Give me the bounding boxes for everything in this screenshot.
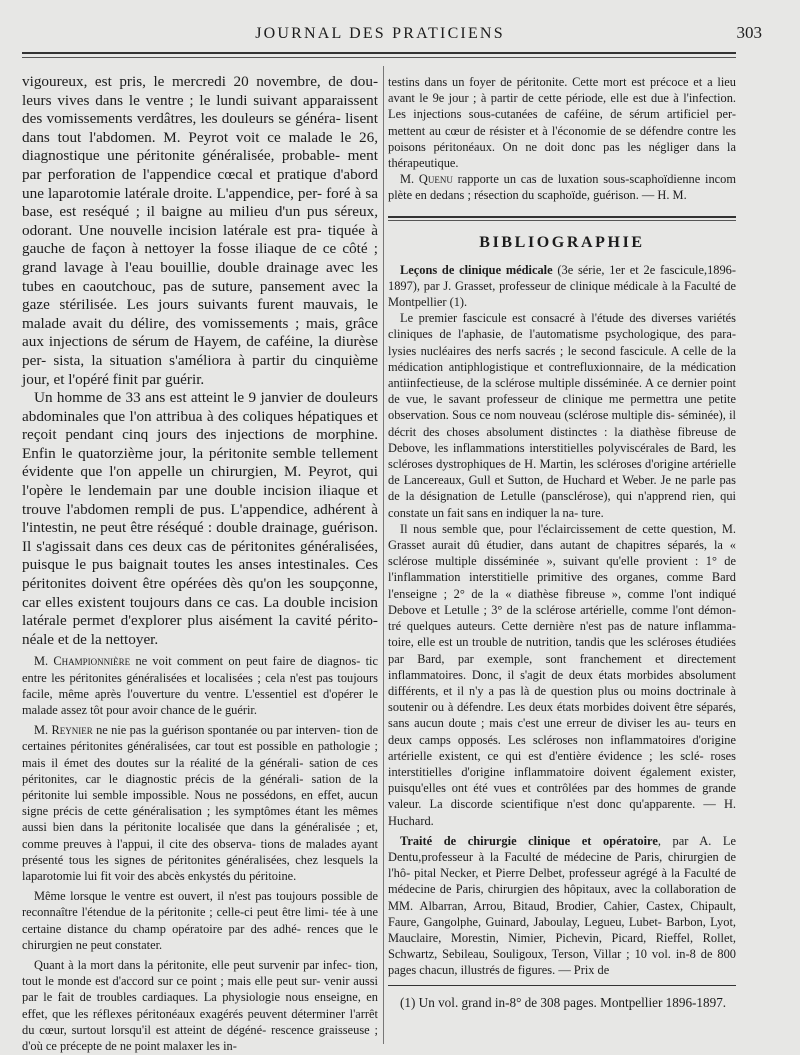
book-title: Leçons de clinique médicale xyxy=(400,262,553,277)
footnote-rule xyxy=(388,985,736,986)
case-report-2: Un homme de 33 ans est atteint le 9 janvier de douleurs abdominales que l'on attribua à des coliques hépatiques et reçoit pendant cinq jours des injections de morphine. Enfin le quatorzième jour, la péritonite semble tellement évidente que l'on appelle un chirurgien, M. Peyrot, qui l'opère le lendemain par une double incision iliaque et trouve l'abdomen rempli de pus. L'appendice, adhérent à l'intestin, ne peut être réséqué : double drainage, guérison. Il s'agissait dans ces deux cas de péritonites généralisées, puisque le pus baignait toutes les anses intestinales. Ces péritonites doivent être opérées dès qu'on les soupçonne, car elles existent toujours dans ce cas. La double incision latérale permet d'explorer plus aisément la cavité périto- néale et de la nettoyer. xyxy=(22,389,378,648)
column-divider xyxy=(383,66,384,1044)
book-review-heading: Leçons de clinique médicale (3e série, 1er et 2e fascicule,1896-1897), par J. Grasset, professeur de clinique médicale à la Faculté de Montpellier (1). xyxy=(388,262,736,310)
discussion-quenu: M. Quenu rapporte un cas de luxation sous-scaphoïdienne incom plète en dedans ; résection du scaphoïde, guérison. — H. M. xyxy=(388,172,736,203)
section-rule xyxy=(388,216,736,218)
discussion-reynier: M. Reynier ne nie pas la guérison spontanée ou par interven- tion de certaines péritonites généralisées, car tout est possible en pathologie ; mais il émet des doutes sur la réalité de la générali- sation de ces péritonites, car le diagnostic précis de la générali- sation de la péritonite lui semble impossible. Nous ne possédons, en effet, aucun signe précis de cette généralisation ; les symptômes étant les mêmes aussi bien dans la péritonite localisée que dans la généralisée ; et, comme preuves à l'appui, il cite des observa- tions de malades ayant présenté tous les signes de péritonites généralisées, chez lesquels la laparotomie lui fit voir des abcès enkystés du péritoine. xyxy=(22,723,378,884)
journal-title: JOURNAL DES PRATICIENS xyxy=(255,25,505,42)
paragraph: Même lorsque le ventre est ouvert, il n'est pas toujours possible de reconnaître l'étendue de la péritonite ; celle-ci peut être limi- tée à une certaine distance du champ opératoire par des adhé- rences que le chirurgien ne peut constater. xyxy=(22,889,378,952)
section-title: BIBLIOGRAPHIE xyxy=(479,233,645,251)
book-review-body: Le premier fascicule est consacré à l'étude des diverses variétés cliniques de l'aphasie, de l'automatisme psychologique, des para- lysies nucléaires des nerfs sacrés ; le second fascicule. A celle de la médication antiphlogistique et contrefluxionnaire, de la médication antiinfectieuse, de la sclérose multiple disséminée. A ce dernier point de vue, le savant professeur de clinique me permettra une petite observation. Sous ce nom nouveau (sclérose multiple dis- séminée), il décrit des choses absolument distinctes : la diathèse fibreuse de Debove, les inflammations interstitielles polyviscérales de Bard, les scléroses dystrophiques de H. Martin, les scléroses d'origine artérielle de Lancereaux, Gull et Sutton, de Huchard et Weber. Je ne parle pas de la désignation de Letulle (pansclérose), qui n'apprend rien, qui constate un fait sans en indiquer la na- ture. xyxy=(388,311,736,520)
paragraph: Quant à la mort dans la péritonite, elle peut survenir par infec- tion, tout le monde est d'accord sur ce point ; mais elle peut sur- venir aussi par le fait de troubles cardiaques. La physiologie nous enseigne, en effet, que les réflexes péritonéaux exagérés peuvent déterminer l'arrêt du cœur, surtout lorsqu'il est atteint de dégéné- rescence graisseuse ; d'où ce précepte de ne point malaxer les in- xyxy=(22,958,378,1054)
book-title: Traité de chirurgie clinique et opératoire xyxy=(400,833,658,848)
footnote: (1) Un vol. grand in-8° de 308 pages. Montpellier 1896-1897. xyxy=(400,994,727,1010)
section-rule-thin xyxy=(388,220,736,221)
paragraph: testins dans un foyer de péritonite. Cette mort est précoce et a lieu avant le 9e jour ; à partir de cette période, elle est due à l'infection. Les injections sous-cutanées de caféine, de sérum artificiel per- mettent au cœur de résister et à l'économie de se défendre contre les poisons péritonéaux. On ne doit donc pas les négliger dans la thérapeutique. xyxy=(388,75,736,171)
case-report-1: vigoureux, est pris, le mercredi 20 novembre, de dou- leurs vives dans le ventre ; le lundi suivant apparaissent des vomissements verdâtres, les douleurs se généra- lisent dans tout l'abdomen. M. Peyrot voit ce malade le 26, diagnostique une péritonite généralisée, probable- ment par perforation de l'appendice cœcal et pratique d'abord une laparotomie latérale droite. L'appendice, per- foré à sa base, est reséqué ; il baigne au milieu d'un pus séreux, odorant. Une nouvelle incision latérale est pra- tiquée à gauche de façon à nettoyer la fosse iliaque de ce côté ; grand lavage à l'eau bouillie, double drainage avec les tubes en caoutchouc, pas de suture, pansement avec la gaze stérilisée. Les jours suivants furent mauvais, le malade avait du délire, des vomissements ; mais, grâce aux injections de sérum de Hayem, de caféine, la diurèse per- sista, la situation s'améliora à partir du cinquième jour, et l'opéré finit par guérir. xyxy=(22,73,378,388)
speaker-name: M. Quenu xyxy=(400,172,453,187)
header-rule xyxy=(22,52,736,54)
book-review-body: Il nous semble que, pour l'éclaircissement de cette question, M. Grasset aurait dû étudier, dans autant de chapitres séparés, la « sclérose multiple disséminée », suivant qu'elle provient : 1° de l'inflammation interstitielle primitive des organes, comme Bard l'enseigne ; 2° de la « diathèse fibreuse », comme l'ont indiqué Debove et Letulle ; 3° de la sclérose artérielle, comme l'ont démon- tré quelques auteurs. Cette dernière n'est pas de nature inflamma- toire, elle est un trouble de nutrition, tandis que les scléroses étudiées par Bard, par exemple, sont franchement et directement inflammatoires. Donc, il s'agit de deux états morbides absolument différents, et il n'y a pas là de question plus ou moins doctrinale à soutenir ou à défendre. Les deux états morbides doivent être séparés, sans aucun doute ; mais c'est une erreur de diviser les au- teurs en deux camps opposés. Les scléroses non inflammatoires d'origine artérielle existent, ce qui est d'entière évidence ; les sclé- roses interstitielles d'origine inflammatoire doivent également exister, puisqu'elles ont été vues et contrôlées par des hommes de grande valeur. La discorde scientifique n'est donc qu'apparente. — H. Huchard. xyxy=(388,521,736,828)
speaker-name: M. Reynier xyxy=(34,723,93,738)
right-column xyxy=(388,74,736,1011)
book-review-heading: Traité de chirurgie clinique et opératoire, par A. Le Dentu,professeur à la Faculté de médecine de Paris, chirurgien de l'hô- pital Necker, et Pierre Delbet, professeur agrégé à la Faculté de médecine de Paris, chirurgien des hôpitaux, avec la collaboration de MM. Albarran, Arrou, Bitaud, Brodier, Cahier, Castex, Chipault, Faure, Gangolphe, Guinard, Jaboulay, Legueu, Lubet- Barbon, Lyot, Mauclaire, Morestin, Nimier, Pichevin, Picard, Rieffel, Rollet, Schwartz, Sebileau, Souligoux, Terson, Villar ; 10 vol. in-8 de 800 pages chacun, illustrés de figures. — Prix de xyxy=(388,833,736,978)
discussion-championniere: M. Championnière ne voit comment on peut faire de diagnos- tic entre les péritonites généralisées et localisées ; cela n'est pas toujours facile, même après l'ouverture du ventre. L'essentiel est d'opérer le malade assez tôt pour avoir chance de le guérir. xyxy=(22,654,378,718)
page-number: 303 xyxy=(736,23,762,42)
header-rule-thin xyxy=(22,57,736,58)
left-column xyxy=(22,73,378,1054)
speaker-name: M. Championnière xyxy=(34,654,131,669)
running-header xyxy=(22,22,762,46)
